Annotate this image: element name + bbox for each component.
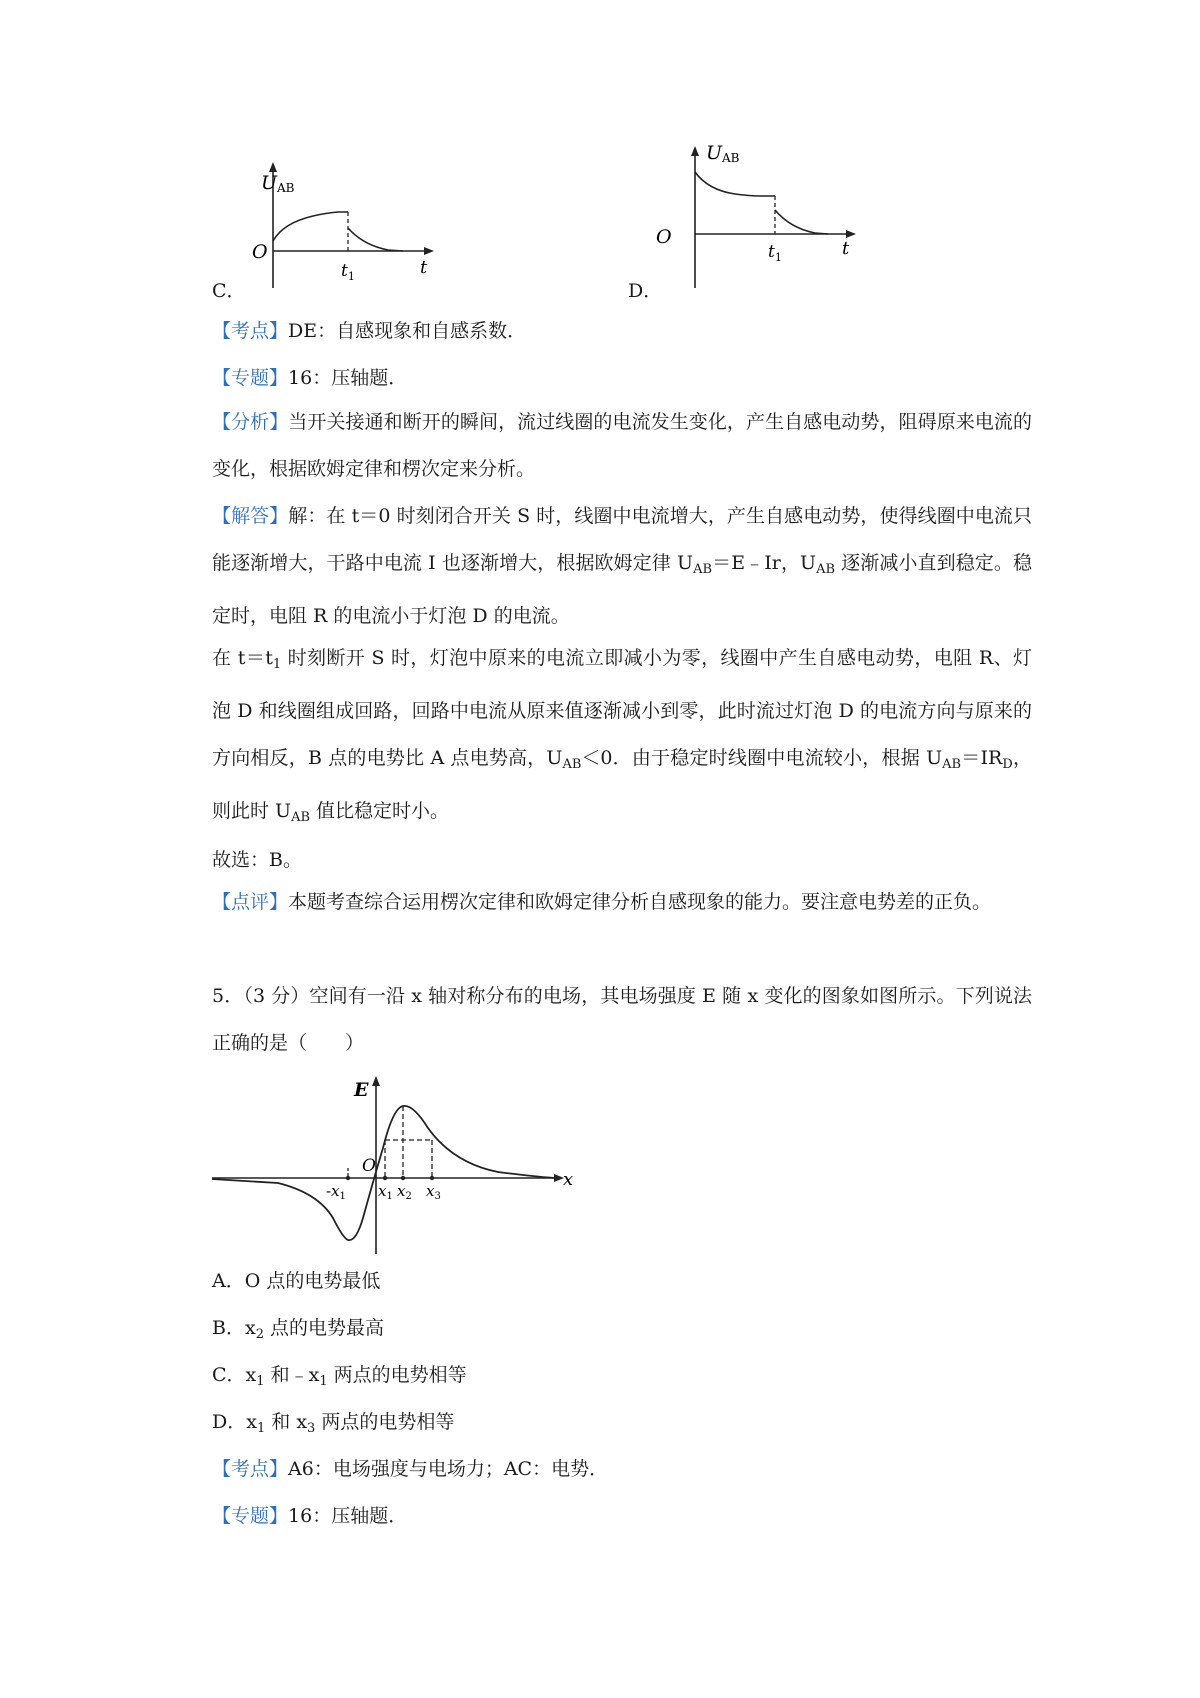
q5-option-a: A．O 点的电势最低: [212, 1270, 381, 1292]
q4-kaodian: 【考点】DE：自感现象和自感系数．: [212, 320, 527, 342]
origin-label: O: [252, 241, 268, 263]
x3-label: $x_3$: [426, 1182, 441, 1202]
q4-dianping: 【点评】本题考查综合运用楞次定律和欧姆定律分析自感现象的能力。要注意电势差的正负。: [212, 891, 992, 913]
curve-decreasing: [695, 172, 775, 196]
q4-fenxi: 【分析】当开关接通和断开的瞬间，流过线圈的电流发生变化，产生自感电动势，阻碍原来电流的变化，根据欧姆定律和楞次定来分析。: [212, 411, 1032, 480]
x-axis-arrow-icon: [424, 247, 434, 255]
curve-decay: [348, 228, 403, 251]
q5-stem: 5．（3 分）空间有一沿 x 轴对称分布的电场，其电场强度 E 随 x 变化的图象如图所示。下列说法正确的是（ ）: [212, 985, 1032, 1054]
x-axis-label: x: [563, 1169, 574, 1190]
curve-decay: [775, 210, 828, 234]
q5-kaodian: 【考点】A6：电场强度与电场力；AC：电势．: [212, 1458, 609, 1480]
t1-label: $t_1$: [341, 261, 355, 283]
kaodian-tag: 【考点】: [212, 320, 289, 342]
kaodian-tag: 【考点】: [212, 1458, 289, 1480]
x-axis-label: t: [420, 257, 428, 278]
x1-label: $x_1$: [378, 1182, 393, 1202]
q4-zhuanti: 【专题】16：压轴题．: [212, 367, 408, 389]
option-c-letter: C．: [212, 280, 246, 302]
q4-jieda-p2: 在 $t=t_1$ 时刻断开 S 时，灯泡中原来的电流立即减小为零，线圈中产生自感电动势，电阻 R、灯泡 D 和线圈组成回路，回路中电流从原来值逐渐减小到零，此时流过灯泡 D 的电流方向与原来的方向相反，B 点的电势比 A 点电势高，$U_{AB}<0$．由于稳定时线圈中电流较小，根据 $U_{AB}=IR_D$，则此时 $U_{AB}$ 值比稳定时小。: [212, 647, 1033, 825]
q5-zhuanti: 【专题】16：压轴题．: [212, 1505, 408, 1527]
y-axis-label: E: [354, 1079, 369, 1101]
x3-point: [430, 1176, 434, 1180]
y-axis-label: UAB: [706, 142, 740, 165]
x-axis-arrow-icon: [846, 230, 856, 238]
y-axis-arrow-icon: [691, 146, 699, 156]
e-field-curve: [212, 1106, 556, 1240]
option-d-graph: [656, 142, 860, 292]
curve-charging: [273, 212, 348, 241]
x-axis-label: t: [842, 238, 850, 259]
x1-point: [383, 1176, 387, 1180]
zhuanti-tag: 【专题】: [212, 367, 289, 389]
neg-x1-point: [346, 1176, 350, 1180]
fenxi-tag: 【分析】: [212, 411, 289, 433]
efield-graph: [208, 1068, 578, 1258]
x2-label: $x_2$: [397, 1182, 412, 1202]
t1-label: $t_1$: [768, 242, 782, 264]
option-c-graph: [238, 160, 438, 295]
origin-label: O: [362, 1156, 376, 1176]
q5-option-c: C．$x_1$ 和$﹣x_1$ 两点的电势相等: [212, 1364, 467, 1389]
neg-x1-label: $-x_1$: [326, 1182, 346, 1202]
y-axis-label: UAB: [261, 172, 295, 195]
origin-label: O: [656, 226, 672, 248]
dianping-tag: 【点评】: [212, 891, 289, 913]
option-d-letter: D．: [628, 280, 663, 302]
q5-option-d: D．$x_1$ 和 $x_3$ 两点的电势相等: [212, 1411, 455, 1436]
q5-option-b: B．$x_2$ 点的电势最高: [212, 1317, 385, 1342]
x2-point: [401, 1176, 405, 1180]
y-axis-arrow-icon: [269, 162, 277, 172]
jieda-tag: 【解答】: [212, 505, 289, 527]
y-axis-arrow-icon: [372, 1076, 380, 1086]
q4-answer: 故选：B。: [212, 849, 302, 871]
zhuanti-tag: 【专题】: [212, 1505, 289, 1527]
q4-jieda-p1: 【解答】解：在 t＝0 时刻闭合开关 S 时，线圈中电流增大，产生自感电动势，使得线圈中电流只能逐渐增大，干路中电流 I 也逐渐增大，根据欧姆定律 $U_{AB}=E﹣Ir$，$U_{AB}$ 逐渐减小直到稳定。稳定时，电阻 R 的电流小于灯泡 D 的电流。: [212, 505, 1032, 627]
